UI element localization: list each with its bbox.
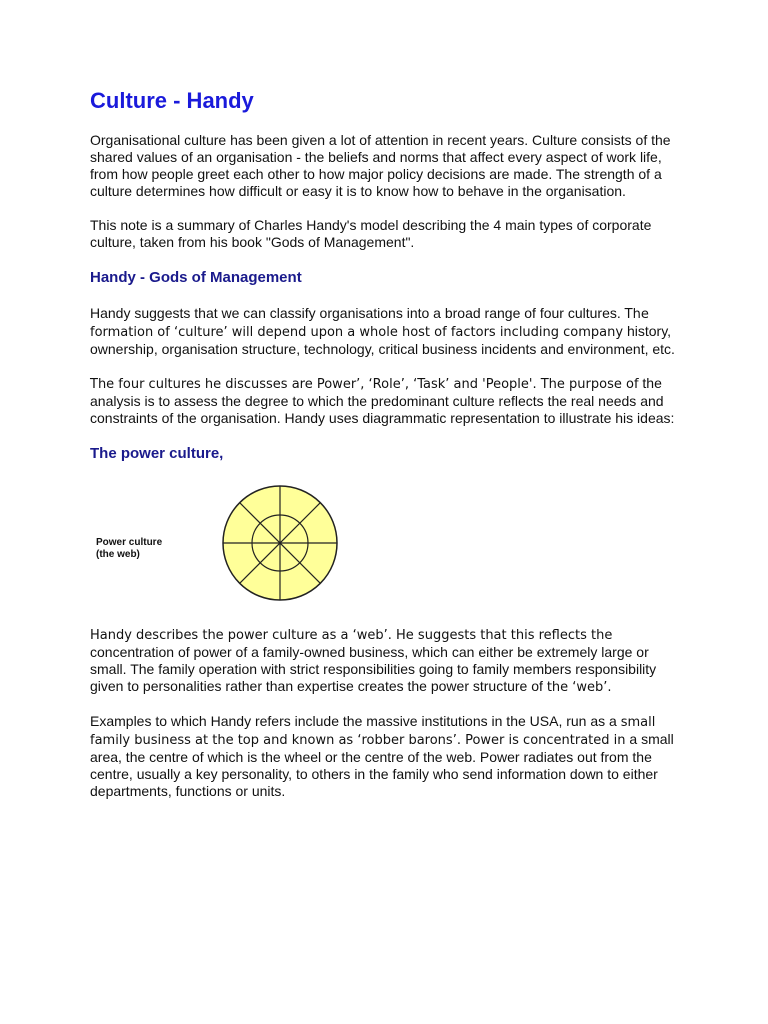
section-paragraph-2 xyxy=(90,375,680,427)
figure-label: Power culture (the web) xyxy=(96,537,163,560)
section-paragraph-2-rest: the analysis is to assess the degree to which the predominant culture reflects the real needs and constraints of the organisation. Handy uses diagrammatic representation to illustrate his ideas: xyxy=(90,375,675,426)
document-page xyxy=(90,88,680,817)
power-paragraph-1-lead: Handy describes the power culture as a ‘web’. He suggests that this reflects the xyxy=(90,628,613,643)
power-culture-figure xyxy=(90,481,340,606)
power-paragraph-1 xyxy=(90,626,680,696)
page-title: Culture - Handy xyxy=(90,88,254,113)
intro-paragraph-1: Organisational culture has been given a lot of attention in recent years. Culture consists of the shared values of an organisation - the beliefs and norms that affect every aspect of work life, from how people greet each other to how major policy decisions are made. The strength of a culture determines how difficult or easy it is to know how to behave in the organisation. xyxy=(90,132,671,199)
section-paragraph-2-lead: The four cultures he discusses are Power’, ‘Role’, ‘Task’ and 'People'. The purpose of xyxy=(90,377,639,392)
section-paragraph-1 xyxy=(90,305,680,358)
section-heading-gods-of-management: Handy - Gods of Management xyxy=(90,269,302,286)
power-paragraph-1-rest: concentration of power of a family-owned business, which can either be extremely large or small. The family operation with strict responsibilities going to family members responsibility given to personalities rather than expertise creates the power structure of xyxy=(90,644,657,694)
power-paragraph-2 xyxy=(90,713,680,800)
power-paragraph-2-lead: small family business at the top and known as ‘robber barons’. Power is concentrated in xyxy=(90,715,656,748)
power-paragraph-2-rest: a small area, the centre of which is the wheel or the centre of the web. Power radiates out from the centre, usually a key personality, to others in the family who send information down to either departments, functions or units. xyxy=(90,731,674,799)
power-culture-heading: The power culture, xyxy=(90,445,224,462)
power-paragraph-1-tail: the ‘web’. xyxy=(546,680,612,695)
section-paragraph-1-rest: history, ownership, organisation structure, technology, critical business incidents and environment, etc. xyxy=(90,323,675,357)
intro-paragraph-2: This note is a summary of Charles Handy's model describing the 4 main types of corporate culture, taken from his book "Gods of Management". xyxy=(90,217,652,250)
section-paragraph-1-line1: Handy suggests that we can classify organisations into a broad range of four cultures. xyxy=(90,305,621,321)
power-paragraph-2-line1: Examples to which Handy refers include the massive institutions in the USA, run as a xyxy=(90,713,617,729)
section-paragraph-1-lead: The formation of ‘culture’ will depend upon a whole host of factors including company xyxy=(90,307,649,340)
